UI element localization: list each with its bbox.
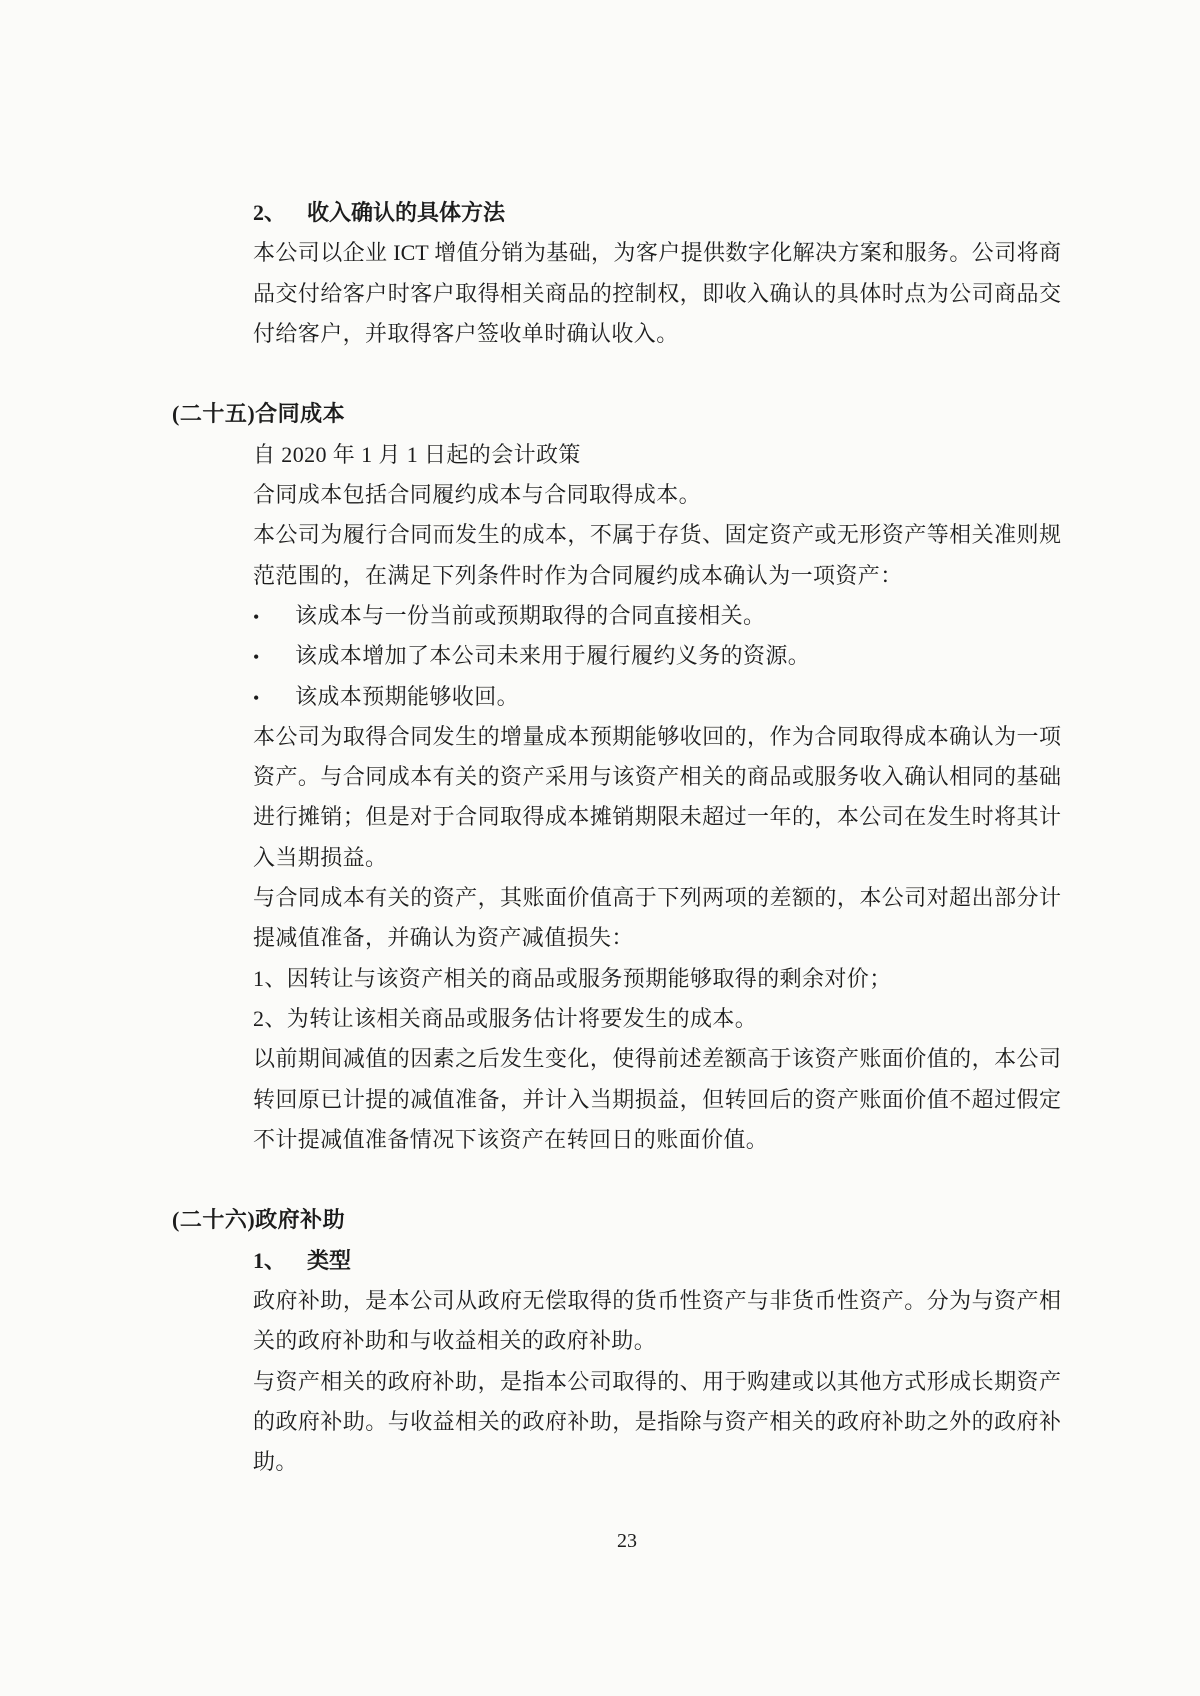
numbered-item-line: 2、为转让该相关商品或服务估计将要发生的成本。 [253,1005,758,1031]
bullet-text: 该成本增加了本公司未来用于履行履约义务的资源。 [295,643,811,669]
paragraph-line: 提减值准备，并确认为资产减值损失： [253,925,634,951]
paragraph-line: 品交付给客户时客户取得相关商品的控制权，即收入确认的具体时点为公司商品交 [253,280,1061,306]
paragraph-line: 范范围的，在满足下列条件时作为合同履约成本确认为一项资产： [253,562,903,588]
bullet-icon: • [253,606,260,627]
paragraph-line: 付给客户，并取得客户签收单时确认收入。 [253,320,679,346]
subsection-title: 类型 [307,1247,352,1273]
bullet-item [253,596,1200,636]
bullet-text: 该成本与一份当前或预期取得的合同直接相关。 [295,602,766,628]
subsection-number: 2、 [253,200,287,225]
paragraph-line: 与合同成本有关的资产，其账面价值高于下列两项的差额的，本公司对超出部分计 [253,885,1061,911]
paragraph-line: 本公司为取得合同发生的增量成本预期能够收回的，作为合同取得成本确认为一项 [253,723,1061,749]
document-content [0,193,1200,1483]
paragraph-line: 政府补助，是本公司从政府无偿取得的货币性资产与非货币性资产。分为与资产相 [253,1288,1061,1314]
paragraph-line: 不计提减值准备情况下该资产在转回日的账面价值。 [253,1126,769,1152]
subsection-number: 1、 [253,1247,287,1273]
paragraph-line: 进行摊销；但是对于合同取得成本摊销期限未超过一年的，本公司在发生时将其计 [253,804,1061,830]
section-heading-government-grants: (二十六)政府补助 [172,1207,346,1233]
paragraph-line: 以前期间减值的因素之后发生变化，使得前述差额高于该资产账面价值的，本公司 [253,1046,1061,1072]
paragraph-line: 的政府补助。与收益相关的政府补助，是指除与资产相关的政府补助之外的政府补 [253,1408,1061,1434]
paragraph-line: 助。 [253,1449,298,1475]
bullet-icon: • [253,647,260,668]
paragraph-line: 本公司为履行合同而发生的成本，不属于存货、固定资产或无形资产等相关准则规 [253,522,1061,548]
blank-line [0,1160,1200,1200]
paragraph-line: 自 2020 年 1 月 1 日起的会计政策 [253,441,581,467]
paragraph-line: 入当期损益。 [253,844,388,870]
subsection-heading-revenue-method [253,193,1200,233]
page-number: 23 [617,1530,637,1552]
blank-line [0,354,1200,394]
paragraph-line: 转回原已计提的减值准备，并计入当期损益，但转回后的资产账面价值不超过假定 [253,1086,1061,1112]
bullet-icon: • [253,687,260,708]
bullet-item [253,636,1200,676]
subsection-heading-type [253,1241,1200,1281]
paragraph-line: 本公司以企业 ICT 增值分销为基础，为客户提供数字化解决方案和服务。公司将商 [253,240,1061,266]
numbered-item-line: 1、因转让与该资产相关的商品或服务预期能够取得的剩余对价； [253,965,892,991]
paragraph-line: 合同成本包括合同履约成本与合同取得成本。 [253,482,702,508]
bullet-item [253,677,1200,717]
section-heading-contract-cost: (二十五)合同成本 [172,401,346,427]
paragraph-line: 关的政府补助和与收益相关的政府补助。 [253,1328,657,1354]
paragraph-line: 与资产相关的政府补助，是指本公司取得的、用于购建或以其他方式形成长期资产 [253,1368,1061,1394]
subsection-title: 收入确认的具体方法 [307,200,506,225]
bullet-text: 该成本预期能够收回。 [295,683,520,709]
paragraph-line: 资产。与合同成本有关的资产采用与该资产相关的商品或服务收入确认相同的基础 [253,764,1061,790]
